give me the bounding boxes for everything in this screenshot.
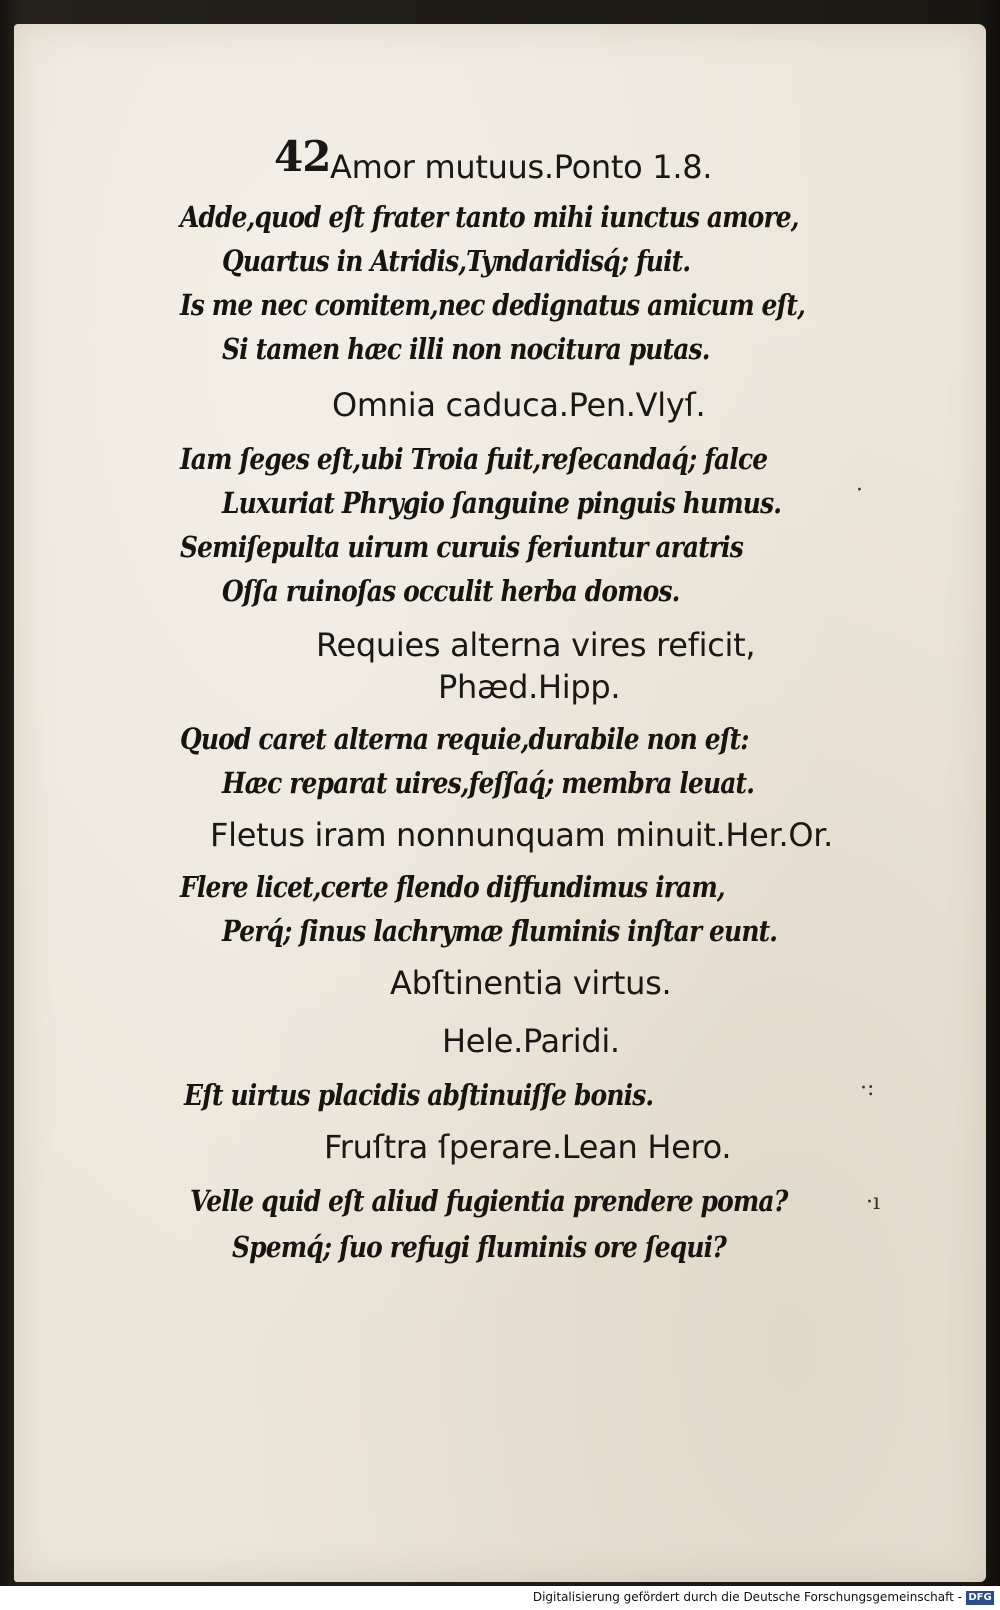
verse-line: Velle quid eſt aliud fugientia prendere poma?	[190, 1184, 788, 1218]
ink-speck: ·ı	[866, 1190, 881, 1215]
verse-line: Iam ſeges eſt,ubi Troia fuit,reſecandaq́; falce	[180, 442, 768, 476]
verse-line: Quartus in Atridis,Tyndaridisq́; fuit.	[222, 244, 691, 278]
section-heading-fletus: Fletus iram nonnunquam minuit.Her.Or.	[210, 816, 834, 854]
verse-line: Quod caret alterna requie,durabile non eſt:	[180, 722, 749, 756]
verse-line: Flere licet,certe flendo diffundimus iram,	[180, 870, 725, 904]
section-heading-requies: Requies alterna vires reficit,	[316, 626, 756, 664]
verse-line: Spemq́; ſuo refugi fluminis ore ſequi?	[232, 1230, 726, 1264]
verse-line: Is me nec comitem,nec dedignatus amicum eſt,	[180, 288, 805, 322]
section-heading-source: Phæd.Hipp.	[438, 668, 621, 706]
section-heading-frustra: Fruſtra ſperare.Lean Hero.	[324, 1128, 732, 1166]
verse-line: Semiſepulta uirum curuis feriuntur aratris	[180, 530, 743, 564]
section-heading-omnia-caduca: Omnia caduca.Pen.Vlyſ.	[332, 386, 706, 424]
verse-line: Hæc reparat uires,feſſaq́; membra leuat.	[222, 766, 755, 800]
verse-line: Oſſa ruinoſas occulit herba domos.	[222, 574, 680, 608]
page-number: 42	[274, 132, 331, 181]
verse-line: Luxuriat Phrygio ſanguine pinguis humus.	[222, 486, 782, 520]
verse-line: Adde,quod eſt frater tanto mihi iunctus amore,	[180, 200, 799, 234]
section-heading-abstinentia: Abſtinentia virtus.	[390, 964, 672, 1002]
section-heading-source: Hele.Paridi.	[442, 1022, 620, 1060]
digitization-footer	[0, 1586, 1000, 1610]
dfg-logo: DFG	[966, 1591, 994, 1605]
verse-line: Perq́; ſinus lachrymæ fluminis inſtar eunt.	[222, 914, 778, 948]
ink-speck: ·	[856, 478, 863, 503]
verse-line: Si tamen hæc illi non nocitura putas.	[222, 332, 710, 366]
ink-speck: ·:	[860, 1076, 875, 1101]
footer-credit: Digitalisierung gefördert durch die Deutsche Forschungsgemeinschaft -	[532, 1590, 962, 1604]
section-heading-amor-mutuus: Amor mutuus.Ponto 1.8.	[330, 148, 713, 186]
verse-line: Eſt uirtus placidis abſtinuiſſe bonis.	[184, 1078, 654, 1112]
book-page	[14, 24, 986, 1582]
